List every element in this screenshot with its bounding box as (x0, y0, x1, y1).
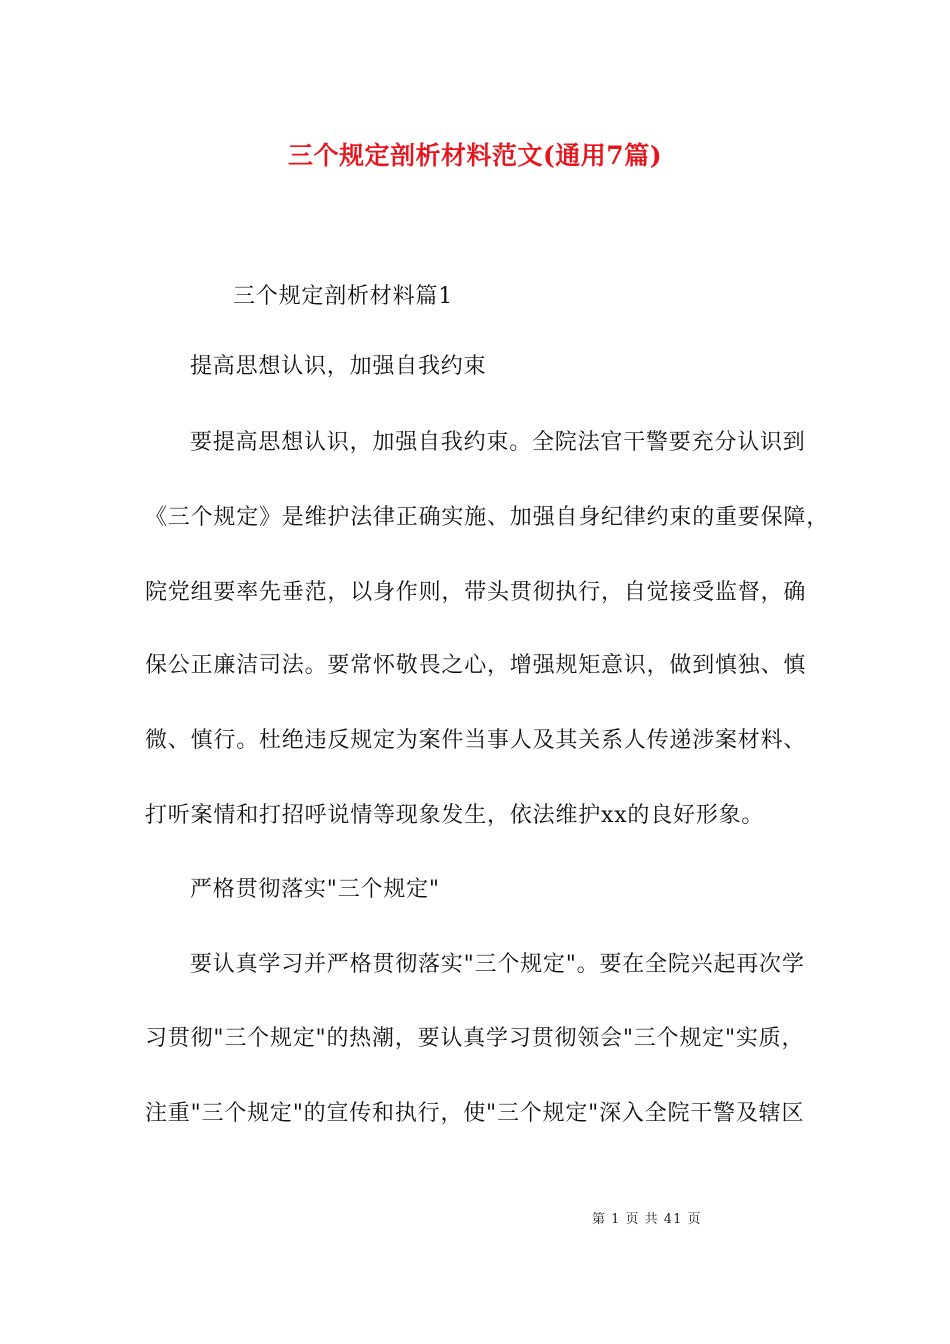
paragraph-1-line-4: 保公正廉洁司法。要常怀敬畏之心，增强规矩意识，做到慎独、慎 (145, 653, 807, 678)
page-number-footer: 第 1 页 共 41 页 (592, 1212, 702, 1227)
paragraph-2-line-3: 注重"三个规定"的宣传和执行，使"三个规定"深入全院干警及辖区 (145, 1101, 805, 1126)
section-heading: 三个规定剖析材料篇1 (233, 284, 453, 309)
paragraph-2-line-2: 习贯彻"三个规定"的热潮，要认真学习贯彻领会"三个规定"实质， (145, 1026, 805, 1051)
paragraph-1-line-2: 《三个规定》是维护法律正确实施、加强自身纪律约束的重要保障， (145, 505, 830, 530)
paragraph-1-line-3: 院党组要率先垂范，以身作则，带头贯彻执行，自觉接受监督，确 (145, 580, 807, 605)
subheading-2: 严格贯彻落实"三个规定" (190, 877, 440, 902)
paragraph-2-line-1: 要认真学习并严格贯彻落实"三个规定"。要在全院兴起再次学 (190, 952, 805, 977)
subheading-1: 提高思想认识，加强自我约束 (190, 354, 487, 379)
paragraph-1-line-1: 要提高思想认识，加强自我约束。全院法官干警要充分认识到 (190, 430, 806, 455)
paragraph-1-line-5: 微、慎行。杜绝违反规定为案件当事人及其关系人传递涉案材料、 (145, 728, 807, 753)
paragraph-1-line-6: 打听案情和打招呼说情等现象发生，依法维护xx的良好形象。 (145, 803, 765, 828)
document-title: 三个规定剖析材料范文(通用7篇) (287, 141, 663, 170)
